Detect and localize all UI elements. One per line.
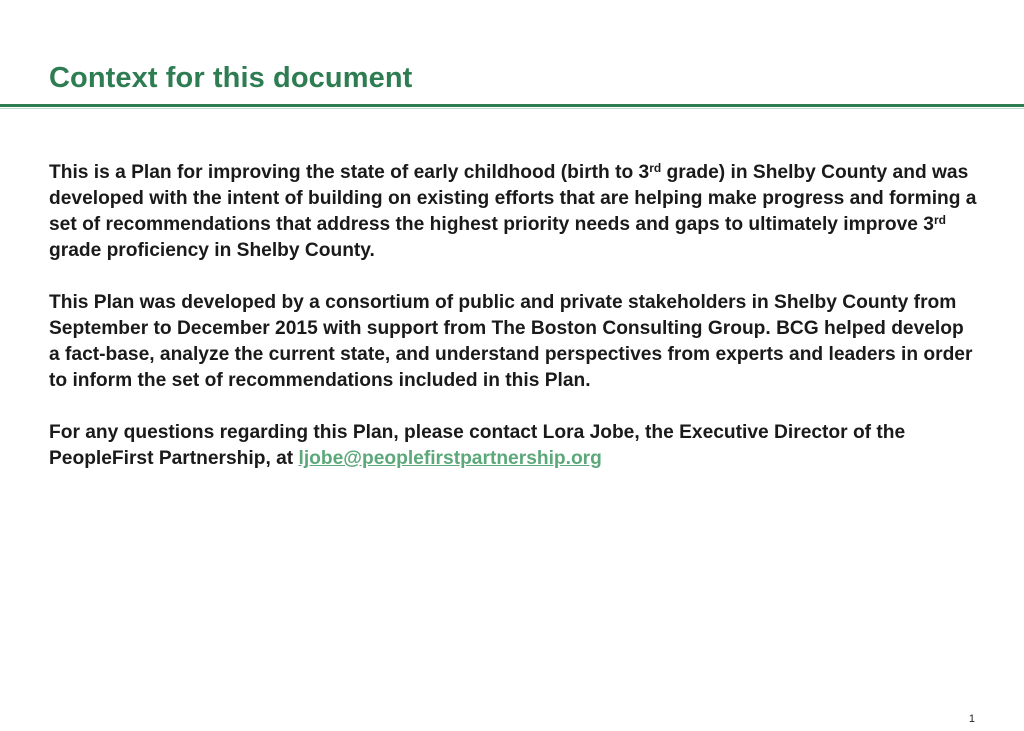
paragraph-contact-text: For any questions regarding this Plan, please contact Lora Jobe, the Executive Director of the PeopleFirst Partnership, at bbox=[49, 422, 906, 469]
ordinal-suffix: rd bbox=[933, 213, 946, 227]
paragraph-plan-purpose-part1: This is a Plan for improving the state of early childhood (birth to 3 bbox=[49, 162, 650, 183]
title-divider-shadow bbox=[0, 108, 1024, 109]
contact-email-link[interactable]: ljobe@peoplefirstpartnership.org bbox=[298, 448, 602, 469]
page-title: Context for this document bbox=[49, 62, 413, 94]
paragraph-plan-purpose-part3: grade proficiency in Shelby County. bbox=[49, 240, 375, 261]
paragraph-plan-purpose-part2: grade) in Shelby County and was developed with the intent of building on existing efforts that are helping make progress and forming a set of recommendations that address the highest priority needs and gaps to ultimately improve 3 bbox=[49, 162, 977, 235]
page-number: 1 bbox=[968, 713, 975, 725]
paragraph-contact bbox=[49, 420, 979, 472]
paragraph-plan-purpose bbox=[49, 160, 979, 264]
ordinal-suffix: rd bbox=[649, 161, 662, 175]
paragraph-plan-development: This Plan was developed by a consortium of public and private stakeholders in Shelby County from September to December 2015 with support from The Boston Consulting Group. BCG helped develop a fact-base, analyze the current state, and understand perspectives from experts and leaders in order to inform the set of recommendations included in this Plan. bbox=[49, 292, 973, 391]
body-content bbox=[49, 160, 979, 498]
title-divider bbox=[0, 104, 1024, 107]
